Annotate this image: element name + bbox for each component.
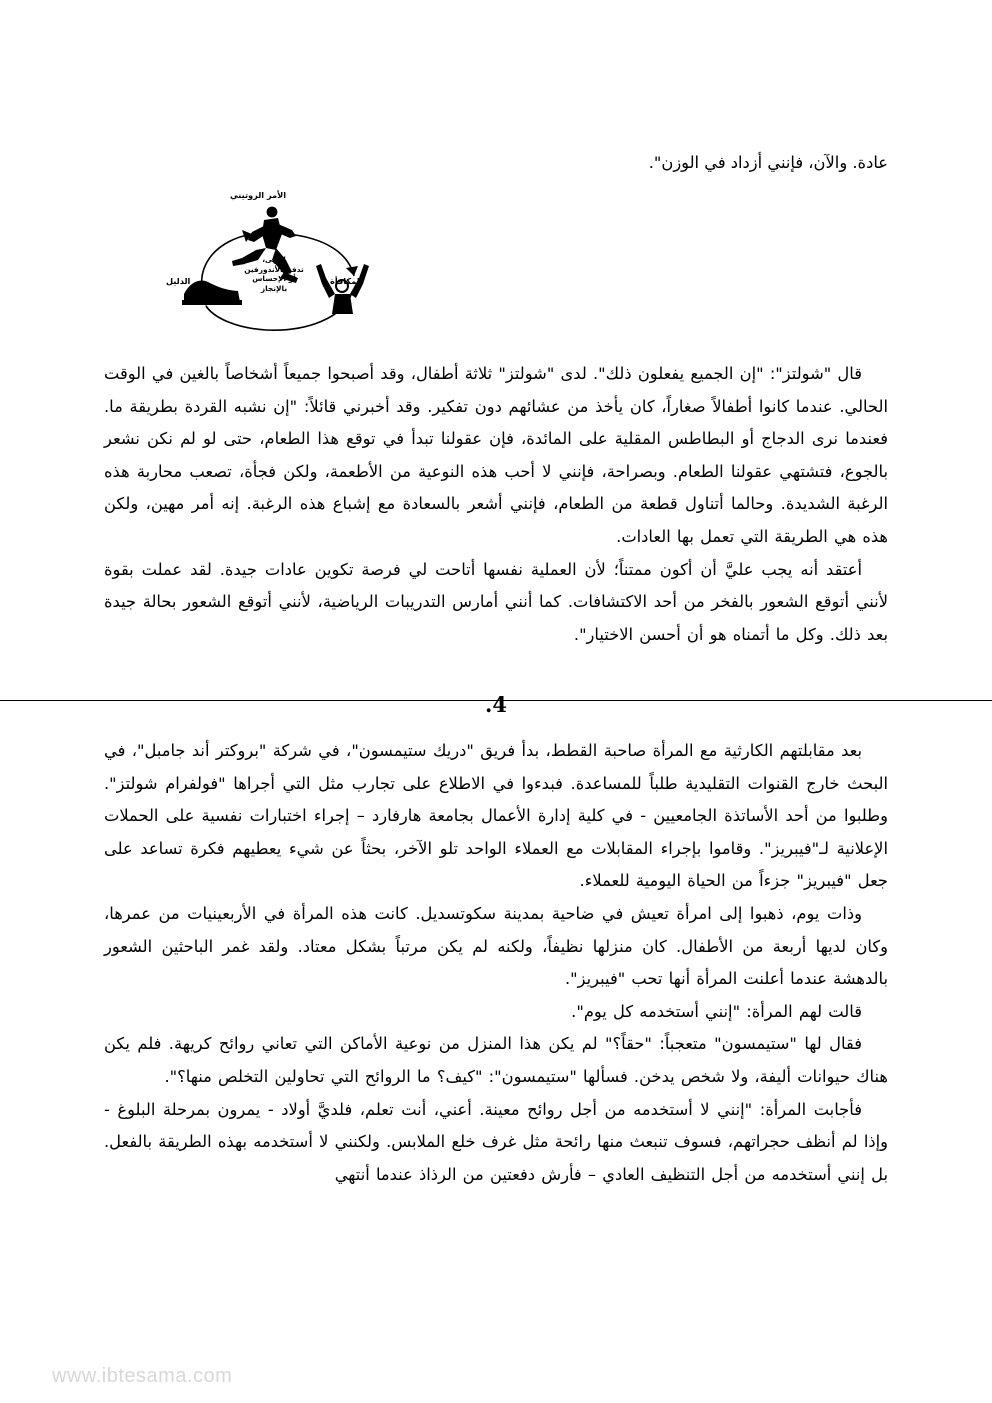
upper-body-text [104,358,888,651]
section-divider [0,692,992,740]
paragraph: فقال لها "ستيمسون" متعجباً: "حقاً؟" لم يكن هذا المنزل من نوعية الأماكن التي تعاني روائح كريهة. فلم يكن هناك حيوانات أليفة، ولا شخص يدخن. فسألها "ستيمسون": "كيف؟ ما الروائح التي تحاولين التخلص منها؟". [104,1034,888,1086]
paragraph: أعتقد أنه يجب عليَّ أن أكون ممتناً؛ لأن العملية نفسها أتاحت لي فرصة تكوين عادات جيدة. لقد عملت بقوة لأنني أتوقع الشعور بالفخر من أحد الاكتشافات. كما أنني أمارس التدريبات الرياضية، لأنني أتوقع الشعور بحالة جيدة بعد ذلك. وكل ما أتمناه هو أن أحسن الاختيار". [104,559,888,644]
paragraph: بعد مقابلتهم الكارثية مع المرأة صاحبة القطط، بدأ فريق "دريك ستيمسون"، في شركة "بروكتر أند جامبل"، في البحث خارج القنوات التقليدية طلباً للمساعدة. فبدءوا في الاطلاع على تجارب مثل التي أجراها "فولفرام شولتز". وطلبوا من أحد الأساتذة الجامعيين - في كلية إدارة الأعمال بجامعة هارفارد – إجراء اختبارات نفسية على الحملات الإعلانية لـ"فيبريز". وقاموا بإجراء المقابلات مع العملاء الواحد تلو الآخر، بحثاً عن شيء يعطيهم فكرة تساعد على جعل "فيبريز" جزءاً من الحياة اليومية للعملاء. [104,741,888,891]
continuation-line: عادة. والآن، فإنني أزداد في الوزن". [648,153,888,172]
paragraph: وذات يوم، ذهبوا إلى امرأة تعيش في ضاحية بمدينة سكوتسديل. كانت هذه المرأة في الأربعينيات من عمرها، وكان لديها أربعة من الأطفال. كان منزلها نظيفاً، ولكنه لم يكن مرتباً بشكل معتاد. ولقد غمر الباحثين الشعور بالدهشة عندما أعلنت المرأة أنها تحب "فيبريز". [104,903,888,989]
page-top-section [104,148,888,651]
figure-label-reward: المكافأة [330,276,363,286]
figure-label-cue: الدليل [166,276,191,286]
figure-center-line-2: تدفق الأندورفين [244,264,304,274]
habit-loop-figure [166,190,426,340]
site-watermark: www.ibtesama.com [52,1365,233,1387]
figure-center-line-1: انتهى، [262,255,286,264]
figure-label-routine: الأمر الروتيني [230,190,287,200]
paragraph: قال "شولتز": "إن الجميع يفعلون ذلك". لدى "شولتز" ثلاثة أطفال، وقد أصبحوا جميعاً أشخاصاً بالغين في الوقت الحالي. عندما كانوا أطفالاً صغاراً، كان يأخذ من عشائهم دون تفكير. وقد أخبرني قائلاً: "إن نشبه القردة بطريقة ما. فعندما نرى الدجاج أو البطاطس المقلية على المائدة، فإن عقولنا تبدأ في توقع هذا الطعام، حتى لو لم نكن نشعر بالجوع، فتشتهي عقولنا الطعام. وبصراحة، فإنني لا أحب هذه النوعية من الأطعمة، ولكن فجأة، تصعب محاربة هذه الرغبة الشديدة. وحالما أتناول قطعة من الطعام، فإنني أشعر بالسعادة مع إشباع هذه الرغبة. إنه أمر مهين، ولكن هذه هي الطريقة التي تعمل بها العادات. [104,364,888,546]
figure-center-text [228,255,320,293]
section-number: .4 [485,692,507,717]
figure-center-line-3: أو الإحساس [252,274,296,284]
figure-center-line-4: بالإنجاز [260,283,288,293]
paragraph: فأجابت المرأة: "إنني لا أستخدمه من أجل روائح معينة. أعني، أنت تعلم، فلديَّ أولاد - يمرون بمرحلة البلوغ - وإذا لم أنظف حجراتهم، فسوف تنبعث منها رائحة مثل غرف خلع الملابس. ولكنني لا أستخدمه بهذه الطريقة بالفعل. بل إنني أستخدمه من أجل التنظيف العادي – فأرش دفعتين من الرذاذ عندما أنتهي [104,1099,888,1184]
lower-body-text [104,735,888,1191]
paragraph: قالت لهم المرأة: "إنني أستخدمه كل يوم". [571,1001,862,1021]
